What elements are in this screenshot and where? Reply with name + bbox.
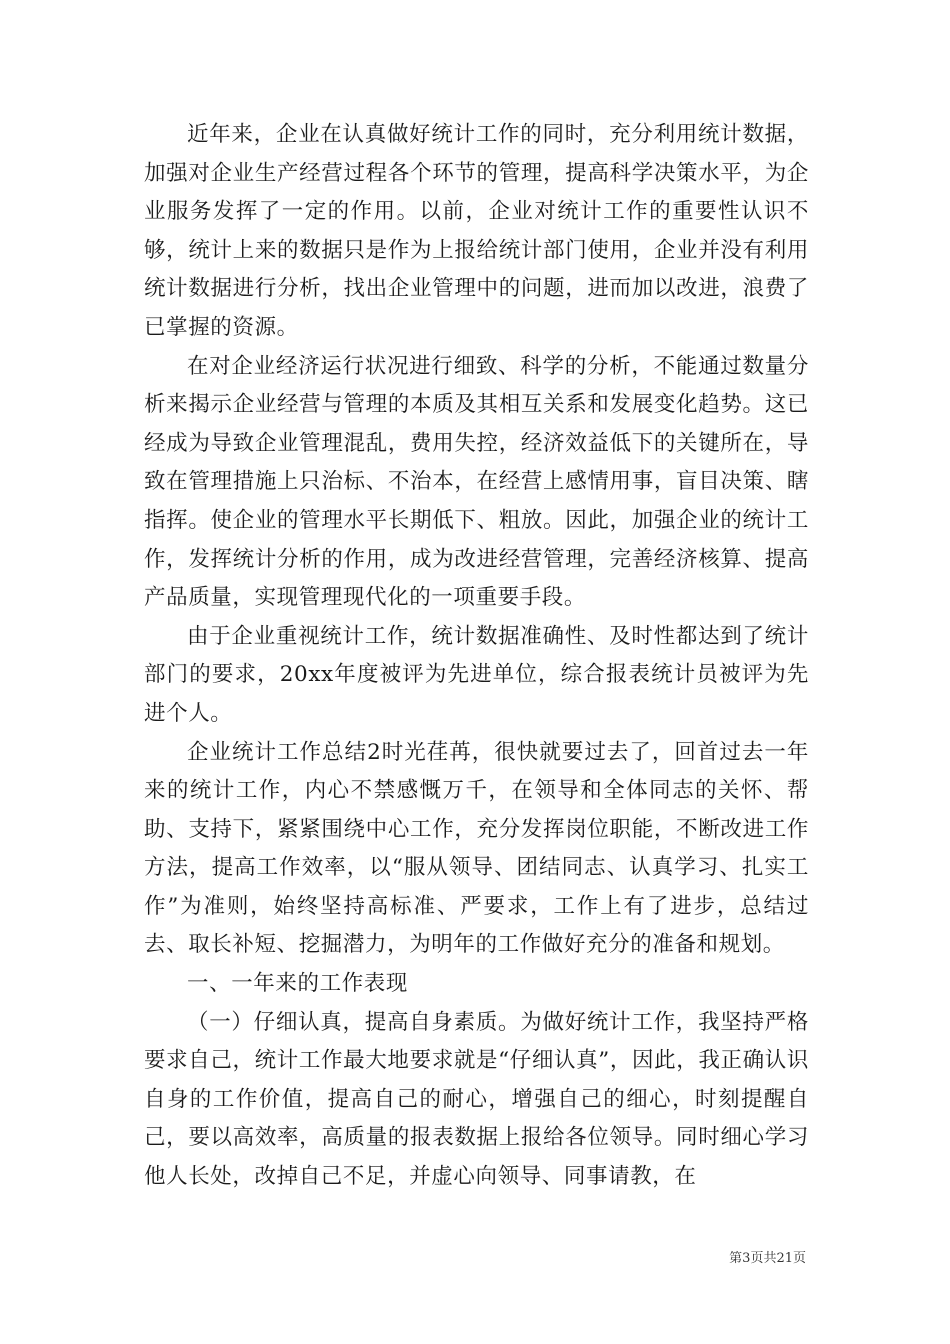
paragraph-1: 近年来，企业在认真做好统计工作的同时，充分利用统计数据，加强对企业生产经营过程各个环节的管理，提高科学决策水平，为企业服务发挥了一定的作用。以前，企业对统计工作的重要性认识不够，统计上来的数据只是作为上报给统计部门使用，企业并没有利用统计数据进行分析，找出企业管理中的问题，进而加以改进，浪费了已掌握的资源。 [144, 122, 809, 340]
document-body [144, 116, 809, 1197]
paragraph-3: 由于企业重视统计工作，统计数据准确性、及时性都达到了统计部门的要求，20xx年度被评为先进单位，综合报表统计员被评为先进个人。 [144, 623, 809, 726]
paragraph-2: 在对企业经济运行状况进行细致、科学的分析，不能通过数量分析来揭示企业经营与管理的本质及其相互关系和发展变化趋势。这已经成为导致企业管理混乱，费用失控，经济效益低下的关键所在，导致在管理措施上只治标、不治本，在经营上感情用事，盲目决策、瞎指挥。使企业的管理水平长期低下、粗放。因此，加强企业的统计工作，发挥统计分析的作用，成为改进经营管理，完善经济核算、提高产品质量，实现管理现代化的一项重要手段。 [144, 353, 809, 611]
paragraph-4: 企业统计工作总结2时光荏苒，很快就要过去了，回首过去一年来的统计工作，内心不禁感慨万千，在领导和全体同志的关怀、帮助、支持下，紧紧围绕中心工作，充分发挥岗位职能，不断改进工作方法，提高工作效率，以“服从领导、团结同志、认真学习、扎实工作”为准则，始终坚持高标准、严要求，工作上有了进步，总结过去、取长补短、挖掘潜力，为明年的工作做好充分的准备和规划。 [144, 739, 809, 958]
page-number-footer: 第3页共21页 [729, 1251, 806, 1266]
section-heading: 一、一年来的工作表现 [187, 971, 409, 997]
paragraph-5: （一）仔细认真，提高自身素质。为做好统计工作，我坚持严格要求自己，统计工作最大地要求就是“仔细认真”，因此，我正确认识自身的工作价值，提高自己的耐心，增强自己的细心，时刻提醒自己，要以高效率，高质量的报表数据上报给各位领导。同时细心学习他人长处，改掉自己不足，并虚心向领导、同事请教，在 [144, 1009, 809, 1190]
